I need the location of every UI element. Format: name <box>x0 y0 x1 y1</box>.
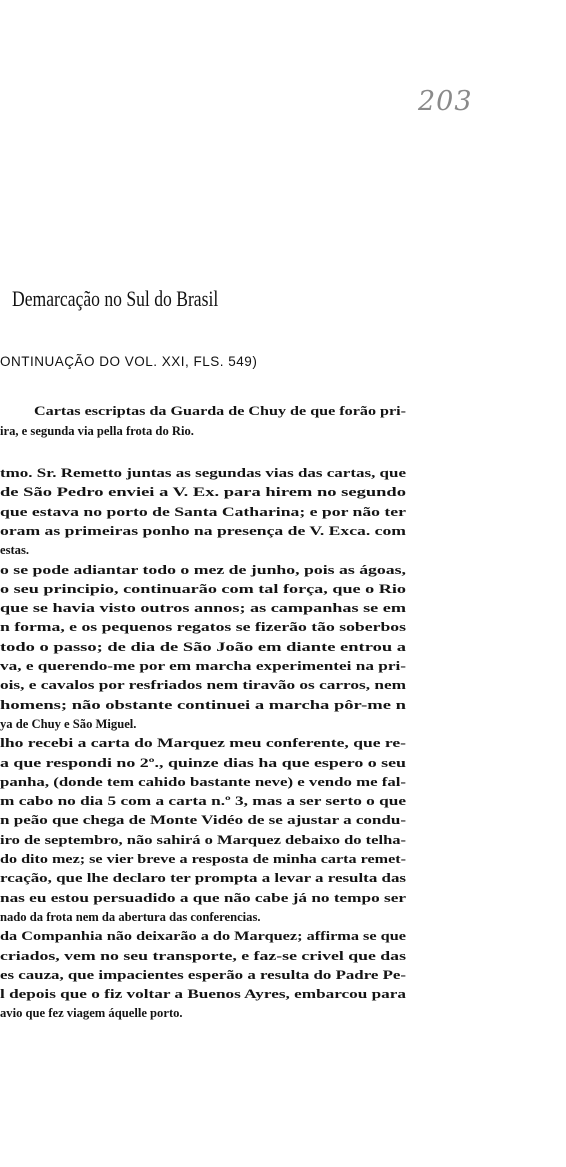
text-line: o seu principio, continuarão com tal força, que o Rio <box>0 581 406 596</box>
text-line: rcação, que lhe declaro ter prompta a levar a resulta das <box>0 871 406 886</box>
text-line: de São Pedro enviei a V. Ex. para hirem no segundo <box>0 485 406 500</box>
text-line: ira, e segunda via pella frota do Rio. <box>0 424 194 438</box>
text-line: va, e querendo-me por em marcha experimentei na pri- <box>0 659 406 673</box>
text-line: panha, (donde tem cahido bastante neve) e vendo me fal- <box>0 774 406 789</box>
text-line: homens; não obstante continuei a marcha pôr-me n <box>0 697 406 712</box>
text-line: iro de septembro, não sahirá o Marquez debaixo do telha- <box>0 832 406 847</box>
text-line: que estava no porto de Santa Catharina; e por não ter <box>0 504 406 519</box>
text-line: da Companhia não deixarão a do Marquez; affirma se que <box>0 929 406 944</box>
text-line: lho recebi a carta do Marquez meu conferente, que re- <box>0 736 406 751</box>
text-line: criados, vem no seu transporte, e faz-se crivel que das <box>0 948 406 963</box>
text-line: do dito mez; se vier breve a resposta de minha carta remet- <box>0 852 406 866</box>
page-title: Demarcação no Sul do Brasil <box>12 286 219 311</box>
text-line: o se pode adiantar todo o mez de junho, pois as ágoas, <box>0 562 406 577</box>
text-line: es cauza, que impacientes esperão a resulta do Padre Pe- <box>0 967 406 982</box>
text-line: nado da frota nem da abertura das conferencias. <box>0 909 261 924</box>
text-line: estas. <box>0 543 30 558</box>
text-line: todo o passo; de dia de São João em diante entrou a <box>0 639 406 654</box>
text-line: ya de Chuy e São Miguel. <box>0 716 137 731</box>
text-line: n peão que chega de Monte Vidéo de se ajustar a condu- <box>0 813 406 828</box>
text-line: oram as primeiras ponho na presença de V. Exca. com <box>0 523 406 538</box>
text-line: a que respondi no 2º., quinze dias ha que espero o seu <box>0 755 406 770</box>
text-line: m cabo no dia 5 com a carta n.º 3, mas a ser serto o que <box>0 794 406 809</box>
text-line: Cartas escriptas da Guarda de Chuy de que forão pri- <box>34 404 406 418</box>
text-line: nas eu estou persuadido a que não cabe já no tempo ser <box>0 890 406 905</box>
text-line: l depois que o fiz voltar a Buenos Ayres, embarcou para <box>0 987 406 1002</box>
text-line: n forma, e os pequenos regatos se fizerão tão soberbos <box>0 620 406 635</box>
text-line: tmo. Sr. Remetto juntas as segundas vias das cartas, que <box>0 466 406 480</box>
page-number: 203 <box>418 86 473 117</box>
text-line: que se havia visto outros annos; as campanhas se em <box>0 601 406 616</box>
continuation-note: ONTINUAÇÃO DO VOL. XXI, FLS. 549) <box>0 354 258 369</box>
text-line: avio que fez viagem áquelle porto. <box>0 1006 183 1021</box>
text-line: ois, e cavalos por resfriados nem tiravão os carros, nem <box>0 678 406 693</box>
